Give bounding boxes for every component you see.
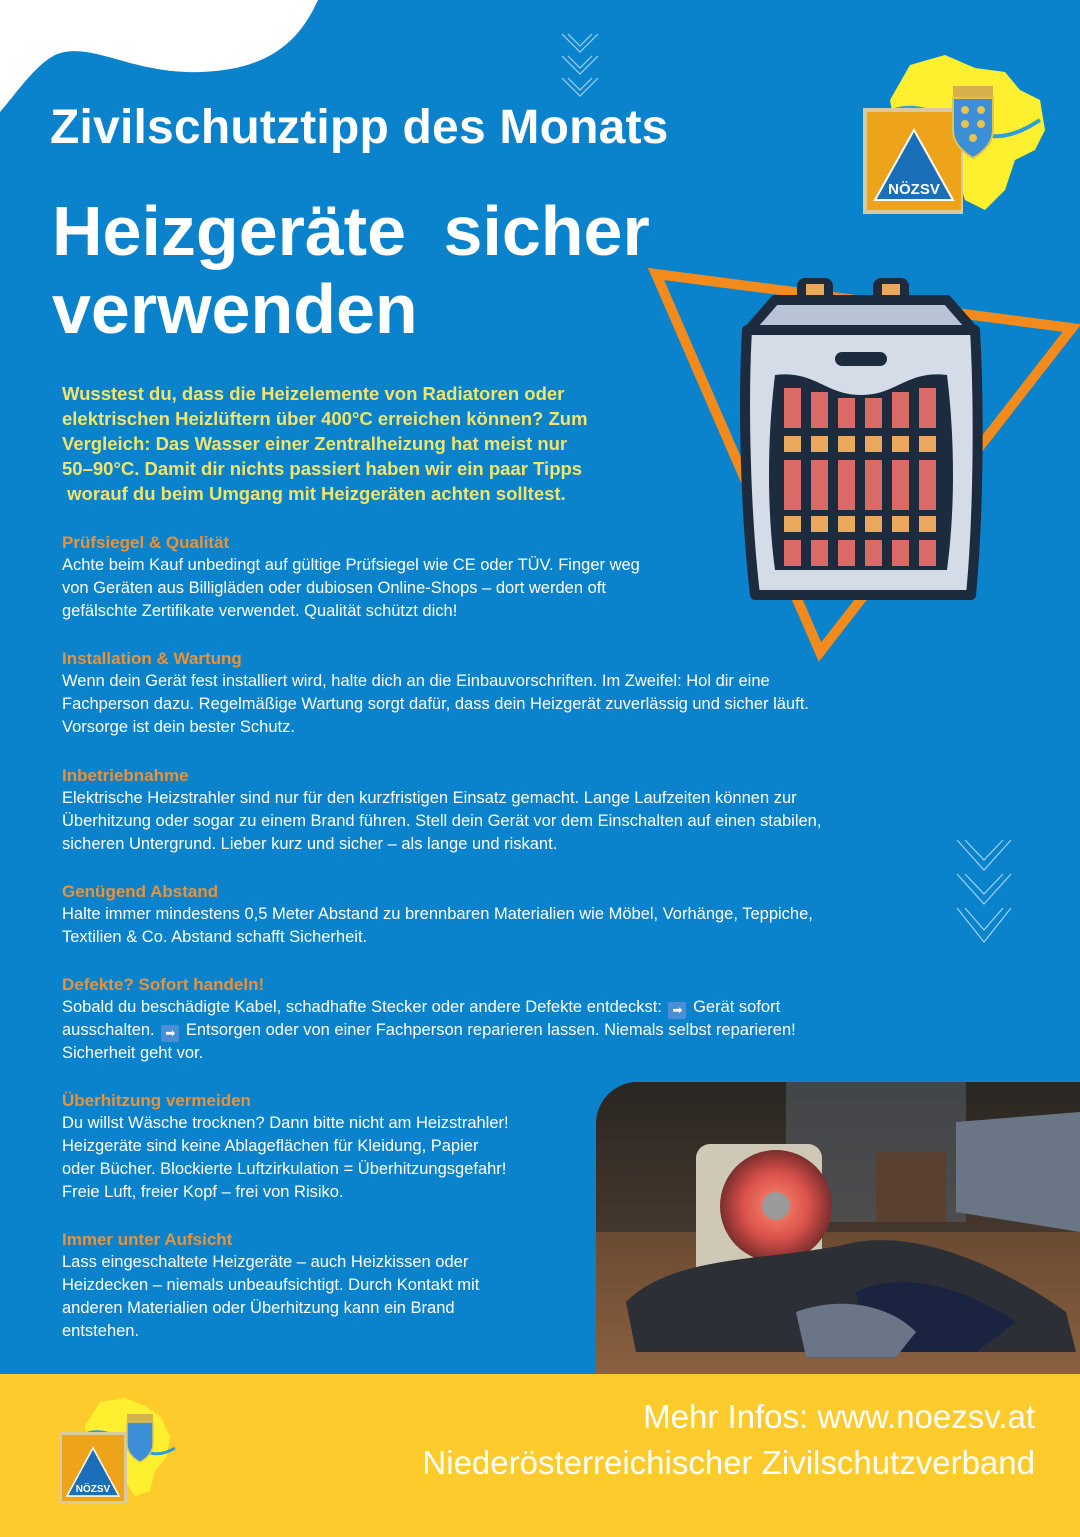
chevrons-down-icon xyxy=(560,32,600,100)
section-line: Textilien & Co. Abstand schafft Sicherheit. xyxy=(62,928,368,946)
section-line: Überhitzung oder sogar zu einem Brand führen. Stell dein Gerät vor dem Einschalten auf einen stabilen, xyxy=(62,812,822,830)
section-line: Fachperson dazu. Regelmäßige Wartung sorgt dafür, dass dein Heizgerät zuverlässig und sicher läuft. xyxy=(62,695,809,713)
intro-line: worauf du beim Umgang mit Heizgeräten achten solltest. xyxy=(62,483,566,504)
section-line: Halte immer mindestens 0,5 Meter Abstand zu brennbaren Materialien wie Möbel, Vorhänge, Teppiche, xyxy=(62,905,813,923)
section-line: gefälschte Zertifikate verwendet. Qualität schützt dich! xyxy=(62,602,458,620)
section-line: Heizdecken – niemals unbeaufsichtigt. Durch Kontakt mit xyxy=(62,1276,480,1294)
section-line: Elektrische Heizstrahler sind nur für den kurzfristigen Einsatz gemacht. Lange Laufzeiten können zur xyxy=(62,789,797,807)
section-line: sicheren Untergrund. Lieber kurz und sicher – als lange und riskant. xyxy=(62,835,558,853)
section-pruefsiegel xyxy=(62,531,640,623)
intro-line: Vergleich: Das Wasser einer Zentralheizung hat meist nur xyxy=(62,433,568,454)
intro-line: elektrischen Heizlüftern über 400°C erreichen können? Zum xyxy=(62,408,588,429)
section-line: Achte beim Kauf unbedingt auf gültige Prüfsiegel wie CE oder TÜV. Finger weg xyxy=(62,556,640,574)
text: Sobald du beschädigte Kabel, schadhafte Stecker oder andere Defekte entdeckst: xyxy=(62,998,667,1016)
section-line: oder Bücher. Blockierte Luftzirkulation = Überhitzungsgefahr! xyxy=(62,1160,507,1178)
section-line: Freie Luft, freier Kopf – frei von Risiko. xyxy=(62,1183,344,1201)
noezsv-logo xyxy=(855,50,1055,220)
section-defekte xyxy=(62,973,796,1065)
title-line-2: verwenden xyxy=(52,270,418,348)
chevrons-down-icon xyxy=(955,838,1013,948)
intro-line: 50–90°C. Damit dir nichts passiert haben wir ein paar Tipps xyxy=(62,458,583,479)
section-heading: Inbetriebnahme xyxy=(62,766,189,785)
section-installation xyxy=(62,647,809,739)
section-line: anderen Materialien oder Überhitzung kann ein Brand xyxy=(62,1299,455,1317)
section-line xyxy=(62,1019,796,1042)
section-heading: Immer unter Aufsicht xyxy=(62,1230,233,1249)
svg-text:NÖZSV: NÖZSV xyxy=(888,181,940,198)
section-line: Vorsorge ist dein bester Schutz. xyxy=(62,718,295,736)
arrow-right-icon: ➡ xyxy=(668,1002,686,1019)
title-line-1: Heizgeräte sicher xyxy=(52,192,650,270)
text: Entsorgen oder von einer Fachperson reparieren lassen. Niemals selbst reparieren! xyxy=(181,1021,796,1039)
section-heading: Überhitzung vermeiden xyxy=(62,1091,251,1110)
heater-illustration xyxy=(735,270,985,610)
intro-line: Wusstest du, dass die Heizelemente von Radiatoren oder xyxy=(62,383,565,404)
page-title xyxy=(52,192,650,348)
section-inbetriebnahme xyxy=(62,764,821,856)
section-heading: Genügend Abstand xyxy=(62,882,219,901)
kicker-title: Zivilschutztipp des Monats xyxy=(50,101,669,154)
intro-text xyxy=(62,381,702,506)
more-info-link[interactable]: Mehr Infos: www.noezsv.at xyxy=(643,1398,1035,1435)
section-line: Du willst Wäsche trocknen? Dann bitte nicht am Heizstrahler! xyxy=(62,1114,509,1132)
section-heading: Prüfsiegel & Qualität xyxy=(62,533,230,552)
section-line: Lass eingeschaltete Heizgeräte – auch Heizkissen oder xyxy=(62,1253,469,1271)
photo-scene xyxy=(596,1082,1080,1374)
section-abstand xyxy=(62,880,813,949)
text: ausschalten. xyxy=(62,1021,160,1039)
section-aufsicht xyxy=(62,1228,479,1343)
text: Gerät sofort xyxy=(688,998,781,1016)
noezsv-footer-logo xyxy=(55,1396,185,1506)
section-line: Wenn dein Gerät fest installiert wird, halte dich an die Einbauvorschriften. Im Zweifel: Hol dir eine xyxy=(62,672,770,690)
heater-photo xyxy=(596,1082,1080,1374)
section-heading: Installation & Wartung xyxy=(62,649,242,668)
svg-text:NÖZSV: NÖZSV xyxy=(75,1484,111,1495)
organization-name: Niederösterreichischer Zivilschutzverband xyxy=(422,1444,1035,1481)
section-line xyxy=(62,996,796,1019)
footer xyxy=(0,1374,1080,1537)
section-line: von Geräten aus Billigläden oder dubiosen Online-Shops – dort werden oft xyxy=(62,579,606,597)
arrow-right-icon: ➡ xyxy=(161,1025,179,1042)
section-line: Heizgeräte sind keine Ablageflächen für Kleidung, Papier xyxy=(62,1137,479,1155)
section-heading: Defekte? Sofort handeln! xyxy=(62,975,265,994)
section-line: Sicherheit geht vor. xyxy=(62,1044,204,1062)
section-ueberhitzung xyxy=(62,1089,509,1204)
section-line: entstehen. xyxy=(62,1322,140,1340)
